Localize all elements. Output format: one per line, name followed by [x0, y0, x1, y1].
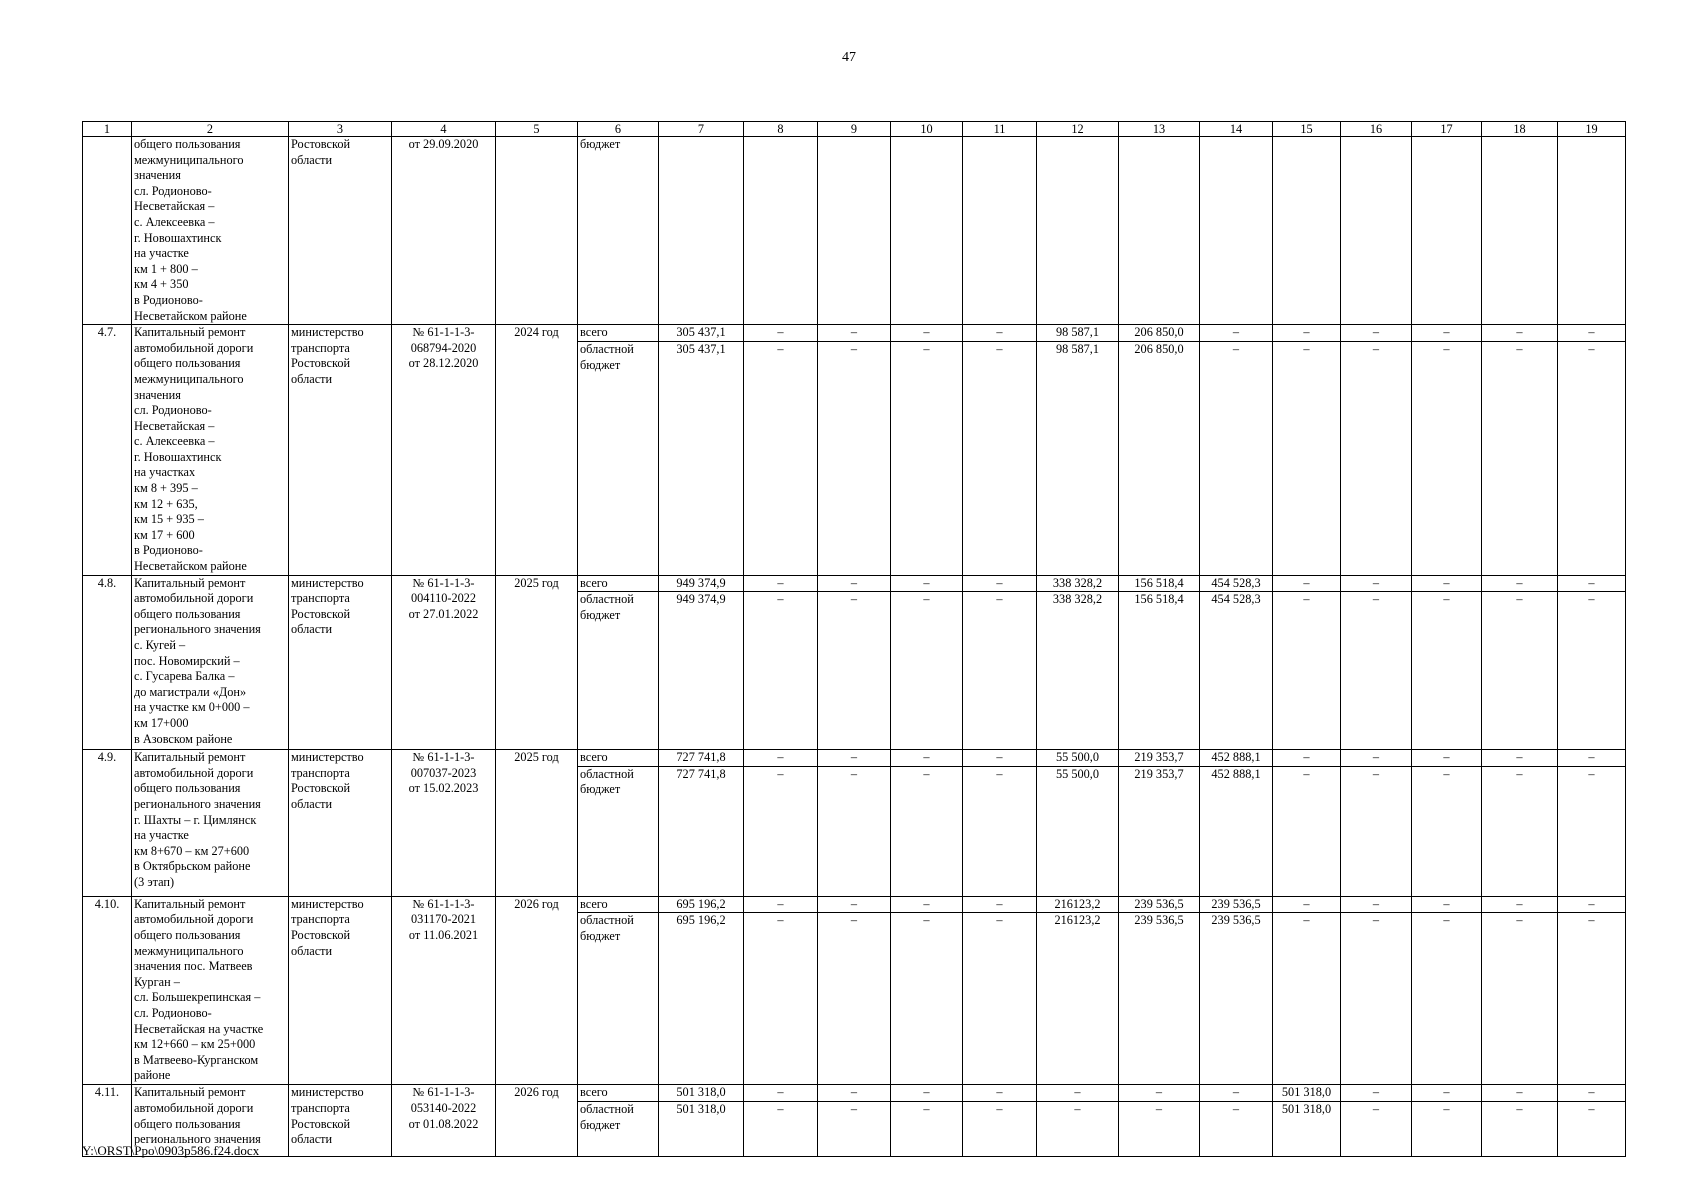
value-cell: – [891, 766, 963, 896]
value-cell [744, 137, 818, 325]
value-cell: – [818, 325, 891, 342]
year: 2024 год [496, 325, 578, 576]
value-cell [891, 137, 963, 325]
year: 2026 год [496, 896, 578, 1085]
value-cell: – [1200, 341, 1273, 575]
value-cell: – [1482, 766, 1558, 896]
year: 2025 год [496, 750, 578, 897]
value-cell: – [963, 325, 1037, 342]
value-cell: – [1341, 913, 1412, 1085]
value-cell [1482, 137, 1558, 325]
value-cell: – [1412, 1085, 1482, 1102]
year [496, 137, 578, 325]
value-cell: 454 528,3 [1200, 592, 1273, 750]
value-cell: – [963, 766, 1037, 896]
funding-source-budget: областной бюджет [578, 1102, 659, 1157]
value-cell: 501 318,0 [659, 1085, 744, 1102]
funding-source-budget: областной бюджет [578, 913, 659, 1085]
value-cell [1273, 137, 1341, 325]
column-number: 14 [1200, 122, 1273, 137]
value-cell: 949 374,9 [659, 592, 744, 750]
value-cell: 156 518,4 [1119, 575, 1200, 592]
value-cell: – [1482, 341, 1558, 575]
continuation-row [83, 137, 1626, 325]
value-cell: – [891, 325, 963, 342]
value-cell: 239 536,5 [1119, 913, 1200, 1085]
value-cell: 305 437,1 [659, 341, 744, 575]
column-number: 7 [659, 122, 744, 137]
expertise-doc: № 61-1-1-3- 004110-2022 от 27.01.2022 [392, 575, 496, 750]
value-cell: – [1341, 750, 1412, 767]
value-cell: – [1037, 1102, 1119, 1157]
value-cell: – [744, 913, 818, 1085]
funding-source-total: всего [578, 750, 659, 767]
value-cell: – [1412, 913, 1482, 1085]
row-number: 4.8. [83, 575, 132, 750]
value-cell: 727 741,8 [659, 750, 744, 767]
value-cell: – [744, 592, 818, 750]
value-cell: – [1341, 766, 1412, 896]
value-cell: – [1558, 766, 1626, 896]
value-cell: – [1558, 750, 1626, 767]
value-cell: – [1412, 341, 1482, 575]
value-cell [659, 137, 744, 325]
customer: министерство транспорта Ростовской области [289, 750, 392, 897]
value-cell [1119, 137, 1200, 325]
value-cell: – [744, 341, 818, 575]
value-cell: 727 741,8 [659, 766, 744, 896]
value-cell: – [1558, 575, 1626, 592]
column-number: 8 [744, 122, 818, 137]
value-cell [818, 137, 891, 325]
value-cell: – [963, 913, 1037, 1085]
value-cell [1037, 137, 1119, 325]
column-number: 10 [891, 122, 963, 137]
value-cell: 206 850,0 [1119, 325, 1200, 342]
value-cell: – [1273, 341, 1341, 575]
column-number: 15 [1273, 122, 1341, 137]
year: 2025 год [496, 575, 578, 750]
value-cell: – [1482, 750, 1558, 767]
value-cell: – [1482, 913, 1558, 1085]
customer: министерство транспорта Ростовской области [289, 575, 392, 750]
expertise-doc: № 61-1-1-3- 031170-2021 от 11.06.2021 [392, 896, 496, 1085]
value-cell: 216123,2 [1037, 913, 1119, 1085]
object-name: Капитальный ремонт автомобильной дороги общего пользования регионального значения с. Кугей – пос. Новомирский – с. Гусарева Балка – до магистрали «Дон» на участке км 0+000 – км 17+000 в Азовском районе [132, 575, 289, 750]
value-cell: – [744, 896, 818, 913]
value-cell: – [1412, 750, 1482, 767]
value-cell: – [1412, 592, 1482, 750]
value-cell: – [1200, 1085, 1273, 1102]
value-cell: – [963, 1085, 1037, 1102]
funding-source-total: всего [578, 1085, 659, 1102]
row-total [83, 896, 1626, 913]
value-cell: 98 587,1 [1037, 325, 1119, 342]
value-cell: – [1273, 575, 1341, 592]
value-cell: – [1200, 325, 1273, 342]
value-cell [1200, 137, 1273, 325]
value-cell: 452 888,1 [1200, 766, 1273, 896]
row-total [83, 750, 1626, 767]
value-cell: 156 518,4 [1119, 592, 1200, 750]
value-cell: – [1273, 913, 1341, 1085]
column-number: 3 [289, 122, 392, 137]
value-cell: 501 318,0 [659, 1102, 744, 1157]
value-cell: – [1558, 1102, 1626, 1157]
value-cell: – [1341, 325, 1412, 342]
object-name: Капитальный ремонт автомобильной дороги общего пользования межмуниципального значения пос. Матвеев Курган – сл. Большекрепинская – сл. Родионово- Несветайская на участке км 12+660 – км 25+000 в Матвеево-Курганском районе [132, 896, 289, 1085]
object-name: Капитальный ремонт автомобильной дороги общего пользования межмуниципального значения сл. Родионово- Несветайская – с. Алексеевка – г. Новошахтинск на участках км 8 + 395 – км 12 + 635, км 15 + 935 – км 17 + 600 в Родионово- Несветайском районе [132, 325, 289, 576]
row-number: 4.7. [83, 325, 132, 576]
row-total [83, 575, 1626, 592]
value-cell: – [1273, 766, 1341, 896]
value-cell: – [1341, 1085, 1412, 1102]
value-cell: – [744, 575, 818, 592]
value-cell: – [818, 766, 891, 896]
value-cell: 338 328,2 [1037, 592, 1119, 750]
value-cell: – [963, 750, 1037, 767]
value-cell: – [891, 913, 963, 1085]
value-cell: 239 536,5 [1119, 896, 1200, 913]
value-cell [1341, 137, 1412, 325]
value-cell: – [1119, 1102, 1200, 1157]
value-cell: – [1341, 592, 1412, 750]
column-number: 11 [963, 122, 1037, 137]
row-number: 4.11. [83, 1085, 132, 1157]
value-cell: – [891, 1102, 963, 1157]
value-cell [963, 137, 1037, 325]
value-cell: – [1558, 325, 1626, 342]
year: 2026 год [496, 1085, 578, 1157]
object-name: общего пользования межмуниципального значения сл. Родионово- Несветайская – с. Алексеевка – г. Новошахтинск на участке км 1 + 800 – км 4 + 350 в Родионово- Несветайском районе [132, 137, 289, 325]
value-cell: – [891, 750, 963, 767]
value-cell: – [744, 1085, 818, 1102]
value-cell: 695 196,2 [659, 896, 744, 913]
funding-source-budget: областной бюджет [578, 766, 659, 896]
value-cell: – [963, 896, 1037, 913]
value-cell [1558, 137, 1626, 325]
value-cell: – [963, 575, 1037, 592]
value-cell: – [744, 766, 818, 896]
expertise-doc: № 61-1-1-3- 053140-2022 от 01.08.2022 [392, 1085, 496, 1157]
value-cell: 501 318,0 [1273, 1102, 1341, 1157]
value-cell: – [1273, 896, 1341, 913]
value-cell: – [1037, 1085, 1119, 1102]
value-cell: – [818, 341, 891, 575]
value-cell: – [963, 1102, 1037, 1157]
header-row [83, 122, 1626, 137]
value-cell: 98 587,1 [1037, 341, 1119, 575]
value-cell: 219 353,7 [1119, 750, 1200, 767]
value-cell: – [1200, 1102, 1273, 1157]
expertise-doc: № 61-1-1-3- 007037-2023 от 15.02.2023 [392, 750, 496, 897]
value-cell: – [891, 341, 963, 575]
value-cell: – [1341, 341, 1412, 575]
column-number: 12 [1037, 122, 1119, 137]
value-cell: – [1482, 1085, 1558, 1102]
value-cell: 55 500,0 [1037, 750, 1119, 767]
funding-source-total: всего [578, 575, 659, 592]
column-number: 5 [496, 122, 578, 137]
value-cell: – [1482, 592, 1558, 750]
expertise-doc: № 61-1-1-3- 068794-2020 от 28.12.2020 [392, 325, 496, 576]
value-cell: – [963, 341, 1037, 575]
column-number: 16 [1341, 122, 1412, 137]
value-cell: – [1482, 325, 1558, 342]
value-cell: – [891, 896, 963, 913]
funding-source: бюджет [578, 137, 659, 325]
value-cell: – [818, 1102, 891, 1157]
value-cell: 239 536,5 [1200, 896, 1273, 913]
column-number: 4 [392, 122, 496, 137]
column-number: 9 [818, 122, 891, 137]
value-cell: – [1412, 896, 1482, 913]
value-cell: – [1273, 325, 1341, 342]
value-cell: – [1558, 913, 1626, 1085]
value-cell: 452 888,1 [1200, 750, 1273, 767]
value-cell: 949 374,9 [659, 575, 744, 592]
row-total [83, 1085, 1626, 1102]
value-cell: – [818, 750, 891, 767]
column-number: 13 [1119, 122, 1200, 137]
value-cell: 219 353,7 [1119, 766, 1200, 896]
value-cell: – [818, 1085, 891, 1102]
value-cell: – [891, 1085, 963, 1102]
value-cell: – [1341, 1102, 1412, 1157]
column-number: 18 [1482, 122, 1558, 137]
value-cell: – [1558, 896, 1626, 913]
value-cell: 216123,2 [1037, 896, 1119, 913]
value-cell: – [744, 1102, 818, 1157]
value-cell: – [1412, 575, 1482, 592]
object-name: Капитальный ремонт автомобильной дороги общего пользования регионального значения г. Шахты – г. Цимлянск на участке км 8+670 – км 27+600 в Октябрьском районе (3 этап) [132, 750, 289, 897]
value-cell: – [1482, 1102, 1558, 1157]
row-total [83, 325, 1626, 342]
row-number [83, 137, 132, 325]
customer: министерство транспорта Ростовской области [289, 325, 392, 576]
value-cell: – [1482, 575, 1558, 592]
row-number: 4.9. [83, 750, 132, 897]
value-cell: 305 437,1 [659, 325, 744, 342]
value-cell: – [744, 750, 818, 767]
value-cell: 338 328,2 [1037, 575, 1119, 592]
value-cell: – [1412, 325, 1482, 342]
investment-table [82, 121, 1626, 1157]
value-cell: 239 536,5 [1200, 913, 1273, 1085]
funding-source-budget: областной бюджет [578, 341, 659, 575]
value-cell: – [1412, 766, 1482, 896]
value-cell: 206 850,0 [1119, 341, 1200, 575]
value-cell: – [818, 592, 891, 750]
page-number: 47 [842, 50, 856, 65]
funding-source-total: всего [578, 896, 659, 913]
funding-source-budget: областной бюджет [578, 592, 659, 750]
column-number: 6 [578, 122, 659, 137]
column-number: 19 [1558, 122, 1626, 137]
value-cell: – [891, 592, 963, 750]
value-cell: – [1558, 592, 1626, 750]
value-cell: – [744, 325, 818, 342]
value-cell: – [1412, 1102, 1482, 1157]
column-number: 1 [83, 122, 132, 137]
value-cell: – [1558, 1085, 1626, 1102]
file-path: Y:\ORST\Ppo\0903p586.f24.docx [82, 1143, 260, 1158]
value-cell: – [963, 592, 1037, 750]
column-number: 2 [132, 122, 289, 137]
value-cell: – [1273, 592, 1341, 750]
value-cell [1412, 137, 1482, 325]
value-cell: – [1482, 896, 1558, 913]
customer: министерство транспорта Ростовской области [289, 1085, 392, 1157]
value-cell: – [818, 913, 891, 1085]
column-number: 17 [1412, 122, 1482, 137]
row-number: 4.10. [83, 896, 132, 1085]
funding-source-total: всего [578, 325, 659, 342]
value-cell: – [1558, 341, 1626, 575]
value-cell: 501 318,0 [1273, 1085, 1341, 1102]
value-cell: – [891, 575, 963, 592]
value-cell: – [1273, 750, 1341, 767]
value-cell: – [1341, 575, 1412, 592]
customer: Ростовской области [289, 137, 392, 325]
value-cell: – [818, 575, 891, 592]
value-cell: 454 528,3 [1200, 575, 1273, 592]
object-name: Капитальный ремонт автомобильной дороги общего пользования регионального значения [132, 1085, 289, 1157]
value-cell: – [1119, 1085, 1200, 1102]
value-cell: – [1341, 896, 1412, 913]
expertise-doc: от 29.09.2020 [392, 137, 496, 325]
customer: министерство транспорта Ростовской области [289, 896, 392, 1085]
value-cell: – [818, 896, 891, 913]
value-cell: 695 196,2 [659, 913, 744, 1085]
value-cell: 55 500,0 [1037, 766, 1119, 896]
